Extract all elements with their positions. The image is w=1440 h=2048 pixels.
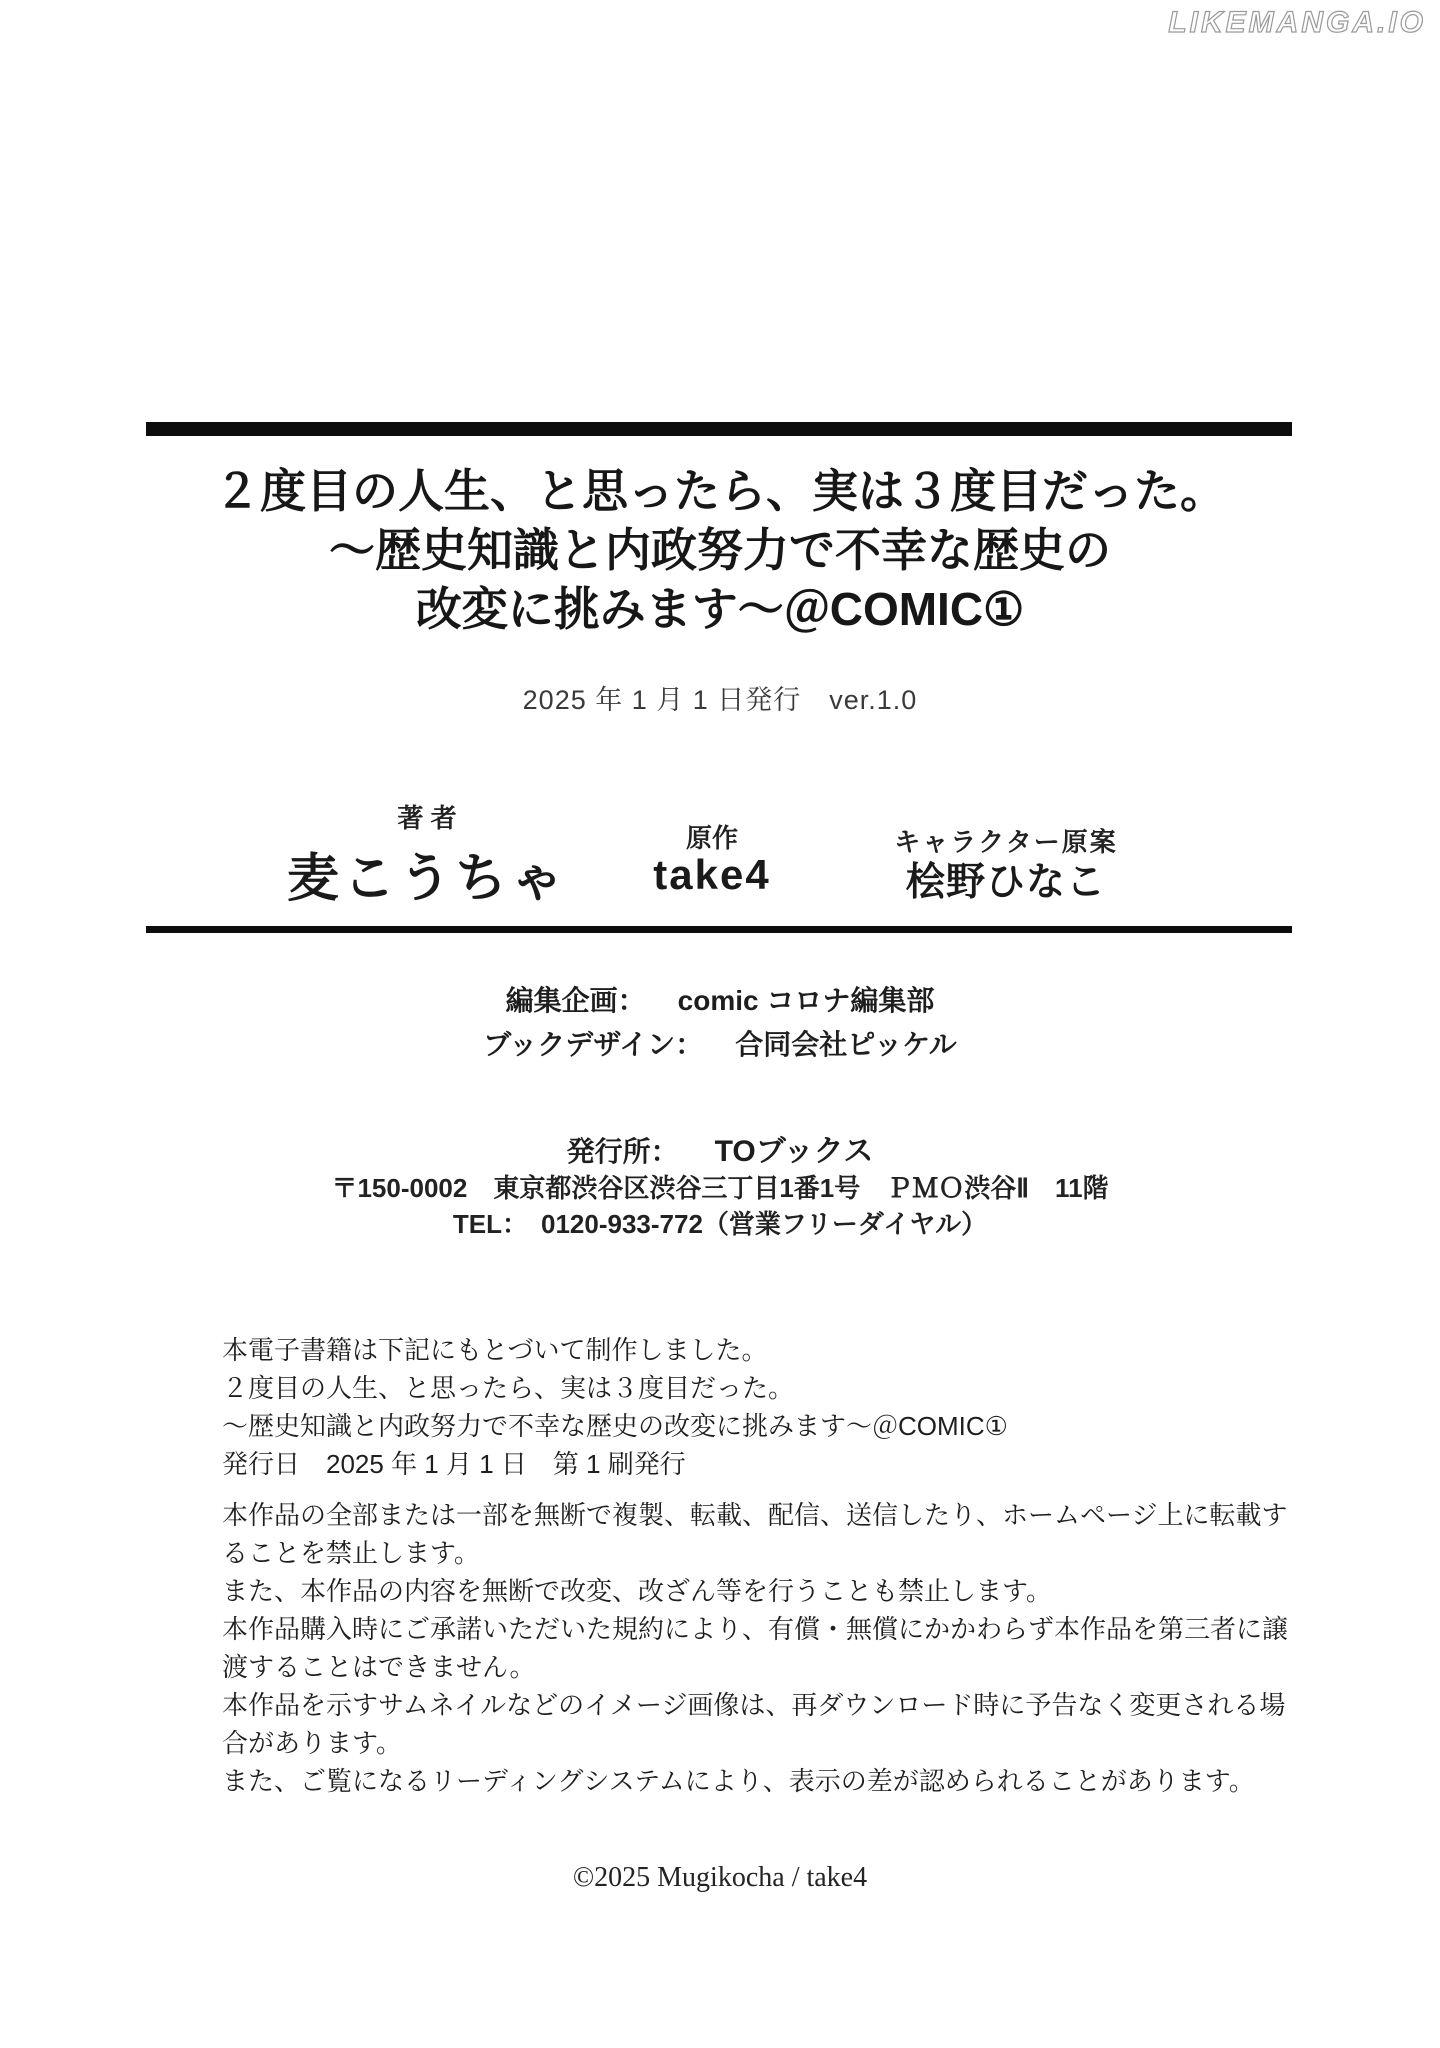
production-note-line: 発行日 2025 年 1 月 1 日 第 1 刷発行 xyxy=(222,1449,686,1479)
legal-notice-line: また、ご覧になるリーディングシステムにより、表示の差が認められることがあります。 xyxy=(222,1766,1255,1796)
publisher-line xyxy=(0,1126,1440,1170)
book-title-line-2: ～歴史知識と内政努力で不幸な歴史の xyxy=(329,524,1111,576)
legal-notice-line: 渡することはできません。 xyxy=(222,1652,536,1682)
production-note xyxy=(222,1331,1282,1483)
author-name: 麦こうちゃ xyxy=(286,850,568,908)
character-design-role-label: キャラクター原案 xyxy=(894,827,1118,857)
publisher-address: 〒150-0002 東京都渋谷区渋谷三丁目1番1号 ＰＭＯ渋谷Ⅱ 11階 xyxy=(331,1173,1109,1203)
editorial-planning-label: 編集企画： xyxy=(505,985,646,1016)
book-design-line xyxy=(0,1023,1440,1063)
book-title-line-1: ２度目の人生、と思ったら、実は３度目だった。 xyxy=(214,465,1226,517)
top-divider-bar xyxy=(146,422,1292,436)
legal-notice-line: 合があります。 xyxy=(222,1728,402,1758)
original-work-role-label: 原作 xyxy=(685,823,739,853)
book-design-value: 合同会社ピッケル xyxy=(735,1029,957,1060)
publisher-name: TOブックス xyxy=(714,1135,874,1168)
legal-notice-line: また、本作品の内容を無断で改変、改ざん等を行うことも禁止します。 xyxy=(222,1576,1052,1606)
production-note-line: ～歴史知識と内政努力で不幸な歴史の改変に挑みます～＠COMIC① xyxy=(222,1411,1008,1441)
publisher-label: 発行所： xyxy=(566,1136,679,1167)
site-watermark: LIKEMANGA.IO xyxy=(1168,6,1426,39)
book-title xyxy=(0,462,1440,639)
legal-notice-line: 本作品購入時にご承諾いただいた規約により、有償・無償にかかわらず本作品を第三者に譲 xyxy=(222,1614,1289,1644)
publisher-telephone: TEL： 0120-933-772（営業フリーダイヤル） xyxy=(452,1209,988,1239)
legal-notice-line: ることを禁止します。 xyxy=(222,1538,480,1568)
book-title-line-3: 改変に挑みます～＠COMIC① xyxy=(415,583,1025,635)
legal-notice-line: 本作品の全部または一部を無断で複製、転載、配信、送信したり、ホームページ上に転載す xyxy=(222,1500,1288,1530)
production-note-line: 本電子書籍は下記にもとづいて制作しました。 xyxy=(222,1335,768,1365)
production-note-line: ２度目の人生、と思ったら、実は３度目だった。 xyxy=(222,1373,795,1403)
book-design-label: ブックデザイン： xyxy=(483,1029,704,1060)
credits-divider-bar xyxy=(146,926,1292,933)
copyright-notice: ©2025 Mugikocha / take4 xyxy=(572,1862,868,1893)
character-design-name: 桧野ひなこ xyxy=(905,861,1107,904)
legal-notice xyxy=(222,1496,1289,1800)
legal-notice-line: 本作品を示すサムネイルなどのイメージ画像は、再ダウンロード時に予告なく変更される場 xyxy=(222,1690,1286,1720)
original-work-name: take4 xyxy=(653,851,771,898)
edition-date: 2025 年 1 月 1 日発行 ver.1.0 xyxy=(522,685,918,715)
author-role-label: 著 者 xyxy=(397,803,457,833)
editorial-planning-value: comic コロナ編集部 xyxy=(677,985,935,1016)
editorial-planning-line xyxy=(0,979,1440,1019)
